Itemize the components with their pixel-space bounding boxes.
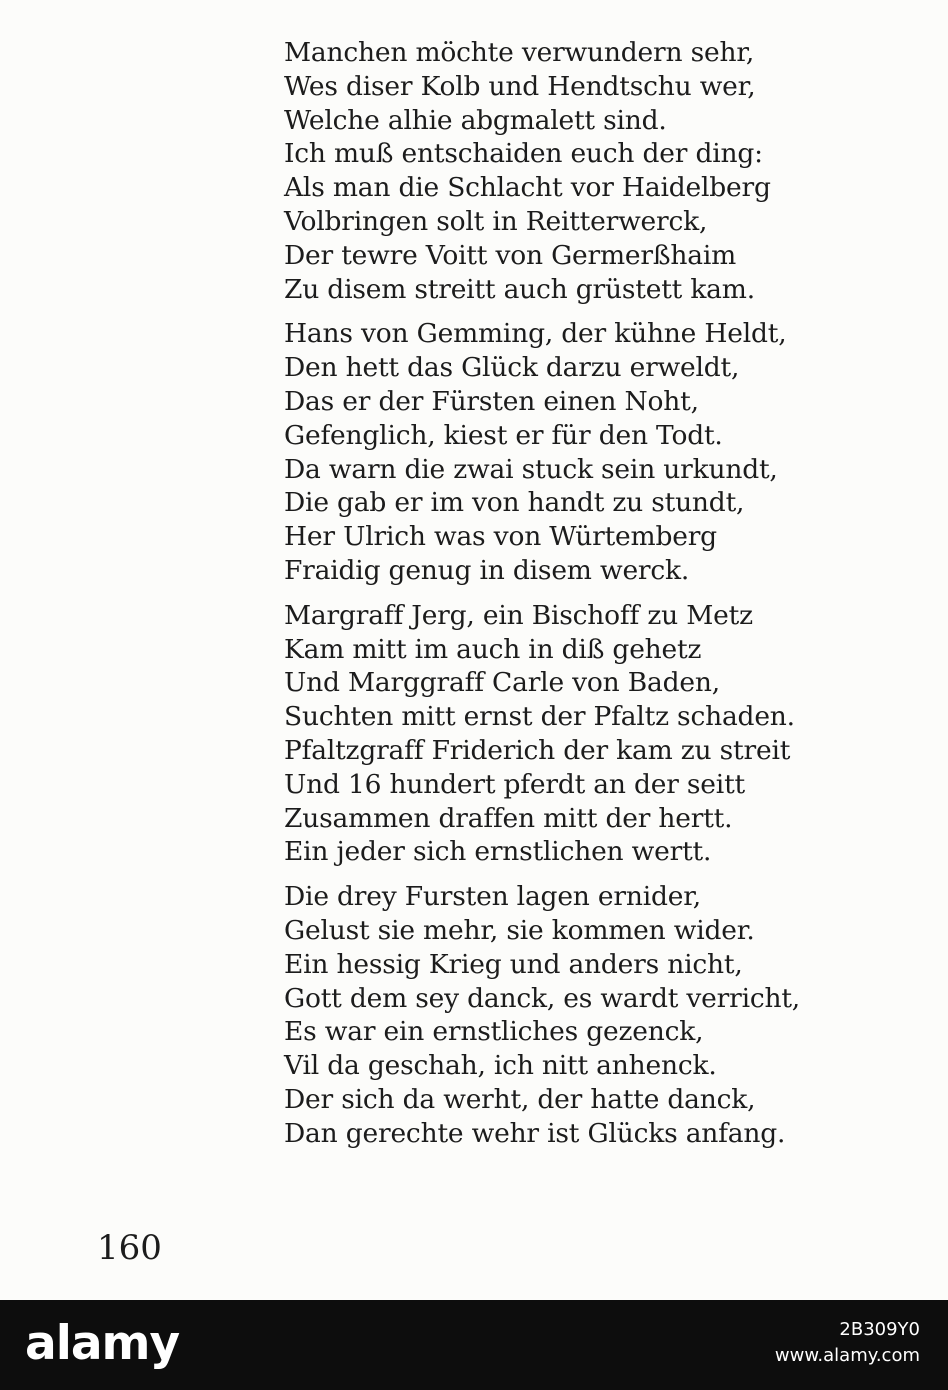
poem-line: Ich muß entschaiden euch der ding: — [284, 138, 763, 170]
stock-logo: alamy — [25, 1316, 180, 1371]
poem-line: Dan gerechte wehr ist Glücks anfang. — [284, 1117, 786, 1149]
stanza-4 — [284, 880, 844, 1150]
poem-line: Ein jeder sich ernstlichen wertt. — [284, 836, 712, 868]
poem-line: Und Marggraff Carle von Baden, — [284, 667, 720, 699]
stock-meta — [660, 1317, 920, 1369]
image-id: 2B309Y0 — [839, 1319, 920, 1340]
poem-line: Das er der Fürsten einen Noht, — [284, 385, 699, 417]
poem-line: Die drey Fursten lagen ernider, — [284, 881, 702, 913]
page-number: 160 — [97, 1228, 162, 1268]
poem-line: Zusammen draffen mitt der hertt. — [284, 802, 733, 834]
poem-line: Hans von Gemming, der kühne Heldt, — [284, 318, 787, 350]
poem-text — [284, 36, 844, 1162]
poem-line: Die gab er im von handt zu stundt, — [284, 487, 745, 519]
poem-line: Und 16 hundert pferdt an der seitt — [284, 768, 745, 800]
poem-line: Pfaltzgraff Friderich der kam zu streit — [284, 734, 791, 766]
poem-line: Den hett das Glück darzu erweldt, — [284, 352, 740, 384]
stanza-2 — [284, 317, 844, 587]
poem-line: Vil da geschah, ich nitt anhenck. — [284, 1050, 717, 1082]
poem-line: Der tewre Voitt von Germerßhaim — [284, 239, 737, 271]
poem-line: Margraff Jerg, ein Bischoff zu Metz — [284, 599, 753, 631]
poem-line: Fraidig genug in disem werck. — [284, 554, 690, 586]
poem-line: Wes diser Kolb und Hendtschu wer, — [284, 70, 756, 102]
poem-line: Manchen möchte verwundern sehr, — [284, 37, 755, 68]
poem-line: Ein hessig Krieg und anders nicht, — [284, 948, 743, 980]
poem-line: Der sich da werht, der hatte danck, — [284, 1083, 756, 1115]
poem-line: Her Ulrich was von Würtemberg — [284, 521, 717, 553]
poem-line: Als man die Schlacht vor Haidelberg — [284, 172, 771, 204]
poem-line: Gott dem sey danck, es wardt verricht, — [284, 982, 801, 1014]
poem-line: Volbringen solt in Reitterwerck, — [284, 205, 708, 237]
poem-line: Welche alhie abgmalett sind. — [284, 104, 667, 136]
stanza-3 — [284, 599, 844, 869]
poem-line: Kam mitt im auch in diß gehetz — [284, 633, 702, 665]
stanza-1 — [284, 36, 844, 306]
poem-line: Zu disem streitt auch grüstett kam. — [284, 273, 755, 305]
poem-line: Gefenglich, kiest er für den Todt. — [284, 419, 723, 451]
poem-line: Suchten mitt ernst der Pfaltz schaden. — [284, 701, 795, 733]
stock-url: www.alamy.com — [774, 1345, 920, 1366]
poem-line: Gelust sie mehr, sie kommen wider. — [284, 914, 755, 946]
poem-line: Es war ein ernstliches gezenck, — [284, 1016, 704, 1048]
poem-line: Da warn die zwai stuck sein urkundt, — [284, 453, 778, 485]
